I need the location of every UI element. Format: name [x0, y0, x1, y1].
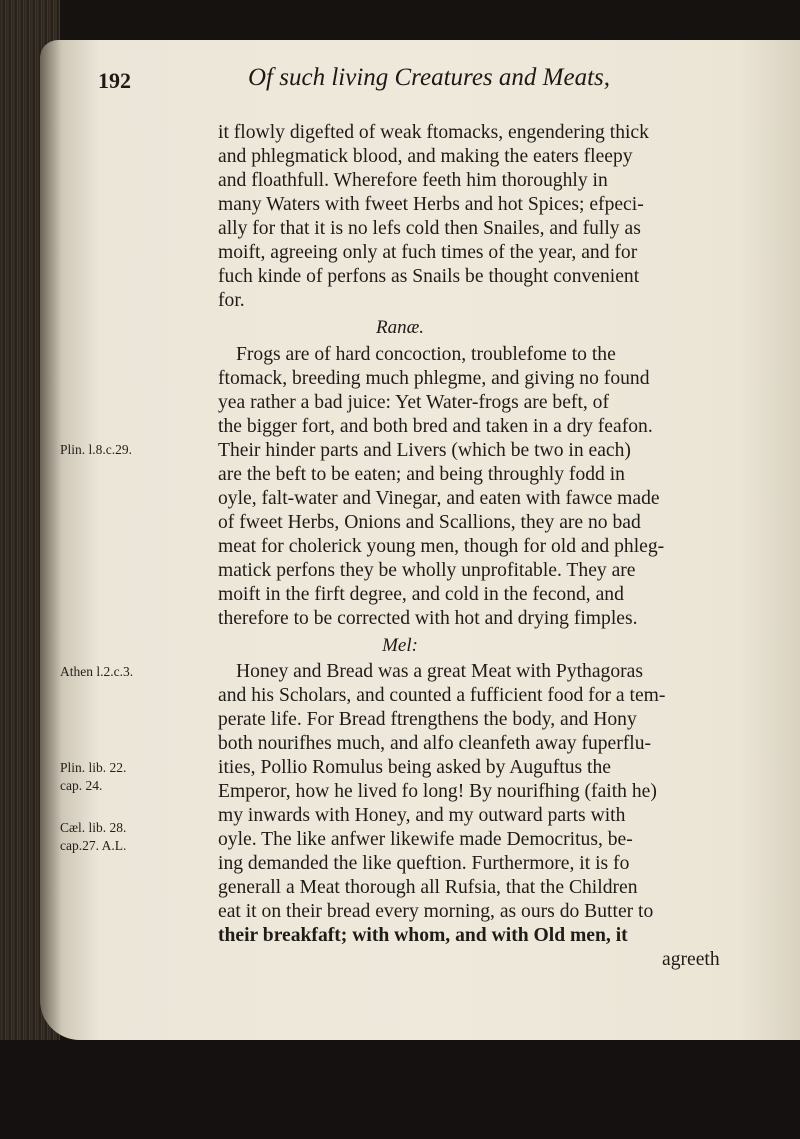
body-line: and phlegmatick blood, and making the eaters fleepy: [218, 146, 633, 167]
body-line: generall a Meat thorough all Rufsia, that the Children: [218, 877, 638, 898]
body-line: both nourifhes much, and alfo cleanfeth away fuperflu-: [218, 733, 652, 754]
body-line: Emperor, how he lived fo long! By nourifhing (faith he): [218, 781, 657, 802]
body-line: eat it on their bread every morning, as ours do Butter to: [218, 901, 654, 922]
body-line: it flowly digefted of weak ftomacks, engendering thick: [218, 122, 649, 143]
body-line: their breakfaft; with whom, and with Old men, it: [218, 925, 628, 946]
body-line: therefore to be corrected with hot and drying fimples.: [218, 608, 638, 629]
body-line: are the beft to be eaten; and being throughly fodd in: [218, 464, 625, 485]
marginal-note: Plin. l.8.c.29.: [60, 442, 133, 457]
body-line: perate life. For Bread ftrengthens the body, and Hony: [218, 709, 637, 730]
body-line: meat for cholerick young men, though for old and phleg-: [218, 536, 665, 557]
body-line: moift, agreeing only at fuch times of the year, and for: [218, 242, 638, 263]
running-title: Of such living Creatures and Meats,: [248, 64, 610, 91]
body-line: for.: [218, 290, 245, 311]
body-line: Their hinder parts and Livers (which be two in each): [218, 440, 631, 461]
body-line: Honey and Bread was a great Meat with Pythagoras: [236, 661, 643, 682]
marginal-note: Cæl. lib. 28.: [60, 820, 127, 835]
body-line: ities, Pollio Romulus being asked by Auguftus the: [218, 757, 611, 778]
body-line: fuch kinde of perfons as Snails be thought convenient: [218, 266, 640, 287]
body-line: my inwards with Honey, and my outward parts with: [218, 805, 626, 826]
body-line: ftomack, breeding much phlegme, and giving no found: [218, 368, 650, 389]
page-header: [98, 62, 778, 102]
marginal-note: cap. 24.: [60, 778, 103, 793]
body-line: ally for that it is no lefs cold then Snailes, and fully as: [218, 218, 641, 239]
catchword: agreeth: [662, 949, 720, 970]
section-heading-mel: Mel:: [382, 635, 418, 656]
section-heading-ranae: Ranæ.: [375, 317, 425, 338]
body-line: ing demanded the like queftion. Furthermore, it is fo: [218, 853, 630, 874]
body-line: matick perfons they be wholly unprofitable. They are: [218, 560, 636, 581]
page-number: 192: [98, 68, 131, 93]
body-line: oyle, falt-water and Vinegar, and eaten with fawce made: [218, 488, 660, 509]
marginal-note: Athen l.2.c.3.: [60, 664, 134, 679]
marginal-note: cap.27. A.L.: [60, 838, 127, 853]
body-line: of fweet Herbs, Onions and Scallions, they are no bad: [218, 512, 641, 533]
body-line: many Waters with fweet Herbs and hot Spices; efpeci-: [218, 194, 644, 215]
body-line: yea rather a bad juice: Yet Water-frogs are beft, of: [218, 392, 610, 413]
body-line: oyle. The like anfwer likewife made Democritus, be-: [218, 829, 633, 850]
body-line: the bigger fort, and both bred and taken in a dry feafon.: [218, 416, 653, 437]
body-line: and floathfull. Wherefore feeth him thoroughly in: [218, 170, 608, 191]
body-line: and his Scholars, and counted a fufficient food for a tem-: [218, 685, 666, 706]
body-line: Frogs are of hard concoction, troublefome to the: [236, 344, 616, 365]
scan-bottom-edge: [0, 1040, 800, 1139]
body-line: moift in the firft degree, and cold in the fecond, and: [218, 584, 624, 605]
marginal-note: Plin. lib. 22.: [60, 760, 127, 775]
